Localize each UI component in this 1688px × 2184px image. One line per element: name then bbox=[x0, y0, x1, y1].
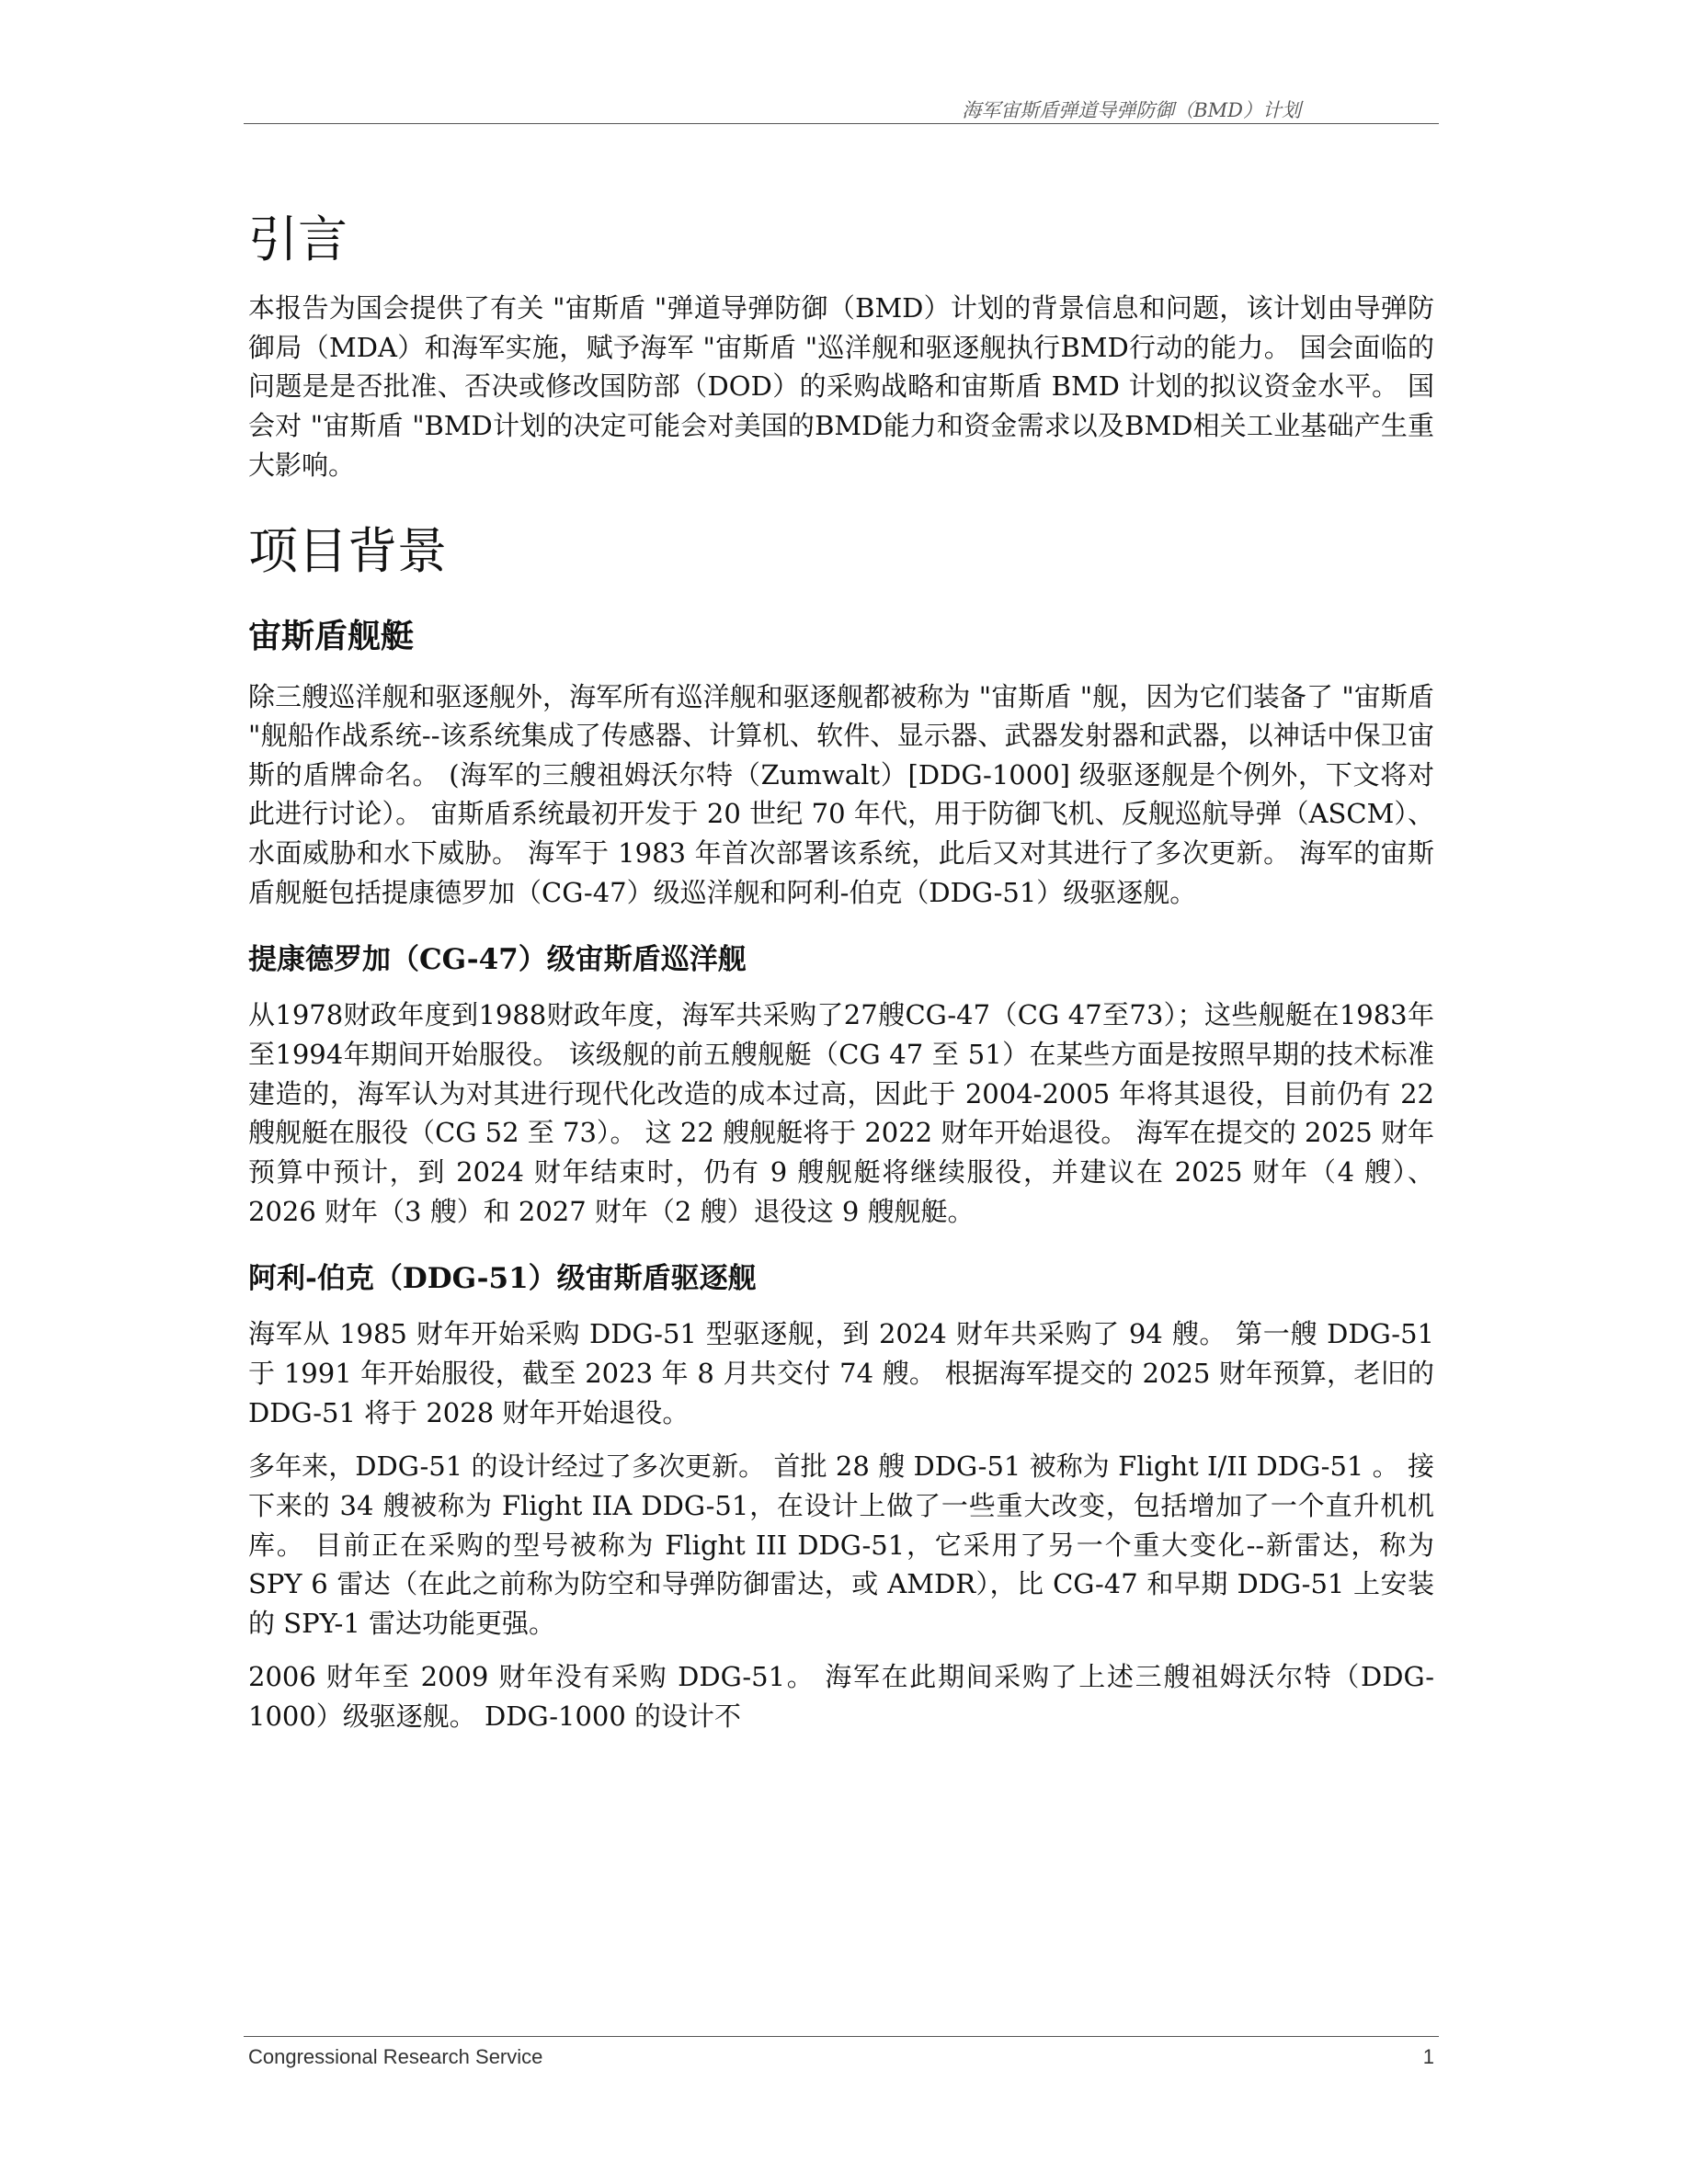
background-heading: 项目背景 bbox=[248, 522, 447, 581]
main-content bbox=[248, 211, 1434, 1751]
intro-paragraph: 本报告为国会提供了有关 "宙斯盾 "弹道导弹防御（BMD）计划的背景信息和问题，该计划由导弹防御局（MDA）和海军实施，赋予海军 "宙斯盾 "巡洋舰和驱逐舰执行BMD行动的能力。 国会面临的问题是是否批准、否决或修改国防部（DOD）的采购战略和宙斯盾 BMD 计划的拟议资金水平。 国会对 "宙斯盾 "BMD计划的决定可能会对美国的BMD能力和资金需求以及BMD相关工业基础产生重大影响。 bbox=[248, 292, 1434, 481]
footer-divider bbox=[244, 2036, 1439, 2037]
cg47-paragraph: 从1978财政年度到1988财政年度，海军共采购了27艘CG-47（CG 47至73）；这些舰艇在1983年至1994年期间开始服役。 该级舰的前五艘舰艇（CG 47 至 51）在某些方面是按照早期的技术标准建造的，海军认为对其进行现代化改造的成本过高，因此于 2004-2005 年将其退役，目前仍有 22 艘舰艇在服役（CG 52 至 73）。 这 22 艘舰艇将于 2022 财年开始退役。 海军在提交的 2025 财年预算中预计，到 2024 财年结束时，仍有 9 艘舰艇将继续服役，并建议在 2025 财年（4 艘）、2026 财年（3 艘）和 2027 财年（2 艘）退役这 9 艘舰艇。 bbox=[248, 999, 1434, 1227]
ddg51-paragraph-2: 多年来，DDG-51 的设计经过了多次更新。 首批 28 艘 DDG-51 被称为 Flight I/II DDG-51 。 接下来的 34 艘被称为 Flight IIA DDG-51，在设计上做了一些重大改变，包括增加了一个直升机机库。 目前正在采购的型号被称为 Flight III DDG-51，它采用了另一个重大变化--新雷达，称为 SPY 6 雷达（在此之前称为防空和导弹防御雷达，或 AMDR），比 CG-47 和早期 DDG-51 上安装的 SPY-1 雷达功能更强。 bbox=[248, 1450, 1434, 1639]
footer-source: Congressional Research Service bbox=[248, 2045, 543, 2068]
ddg51-paragraph-1: 海军从 1985 财年开始采购 DDG-51 型驱逐舰，到 2024 财年共采购了 94 艘。 第一艘 DDG-51 于 1991 年开始服役，截至 2023 年 8 月共交付 74 艘。 根据海军提交的 2025 财年预算，老旧的 DDG-51 将于 2028 财年开始退役。 bbox=[248, 1318, 1434, 1428]
aegis-ships-heading: 宙斯盾舰艇 bbox=[248, 618, 415, 656]
page-number: 1 bbox=[1422, 2045, 1434, 2068]
aegis-ships-paragraph: 除三艘巡洋舰和驱逐舰外，海军所有巡洋舰和驱逐舰都被称为 "宙斯盾 "舰，因为它们装备了 "宙斯盾 "舰船作战系统--该系统集成了传感器、计算机、软件、显示器、武器发射器和武器，以神话中保卫宙斯的盾牌命名。 (海军的三艘祖姆沃尔特（Zumwalt）[DDG-1000] 级驱逐舰是个例外，下文将对此进行讨论）。 宙斯盾系统最初开发于 20 世纪 70 年代，用于防御飞机、反舰巡航导弹（ASCM）、水面威胁和水下威胁。 海军于 1983 年首次部署该系统，此后又对其进行了多次更新。 海军的宙斯盾舰艇包括提康德罗加（CG-47）级巡洋舰和阿利-伯克（DDG-51）级驱逐舰。 bbox=[248, 680, 1434, 908]
ddg51-heading: 阿利-伯克（DDG-51）级宙斯盾驱逐舰 bbox=[248, 1262, 757, 1296]
running-header-title: 海军宙斯盾弹道导弹防御（BMD）计划 bbox=[962, 99, 1301, 121]
intro-heading: 引言 bbox=[248, 210, 348, 268]
header-divider bbox=[244, 123, 1439, 124]
ddg51-paragraph-3: 2006 财年至 2009 财年没有采购 DDG-51。 海军在此期间采购了上述三艘祖姆沃尔特（DDG-1000）级驱逐舰。 DDG-1000 的设计不 bbox=[248, 1661, 1434, 1732]
cg47-heading: 提康德罗加（CG-47）级宙斯盾巡洋舰 bbox=[248, 943, 747, 977]
